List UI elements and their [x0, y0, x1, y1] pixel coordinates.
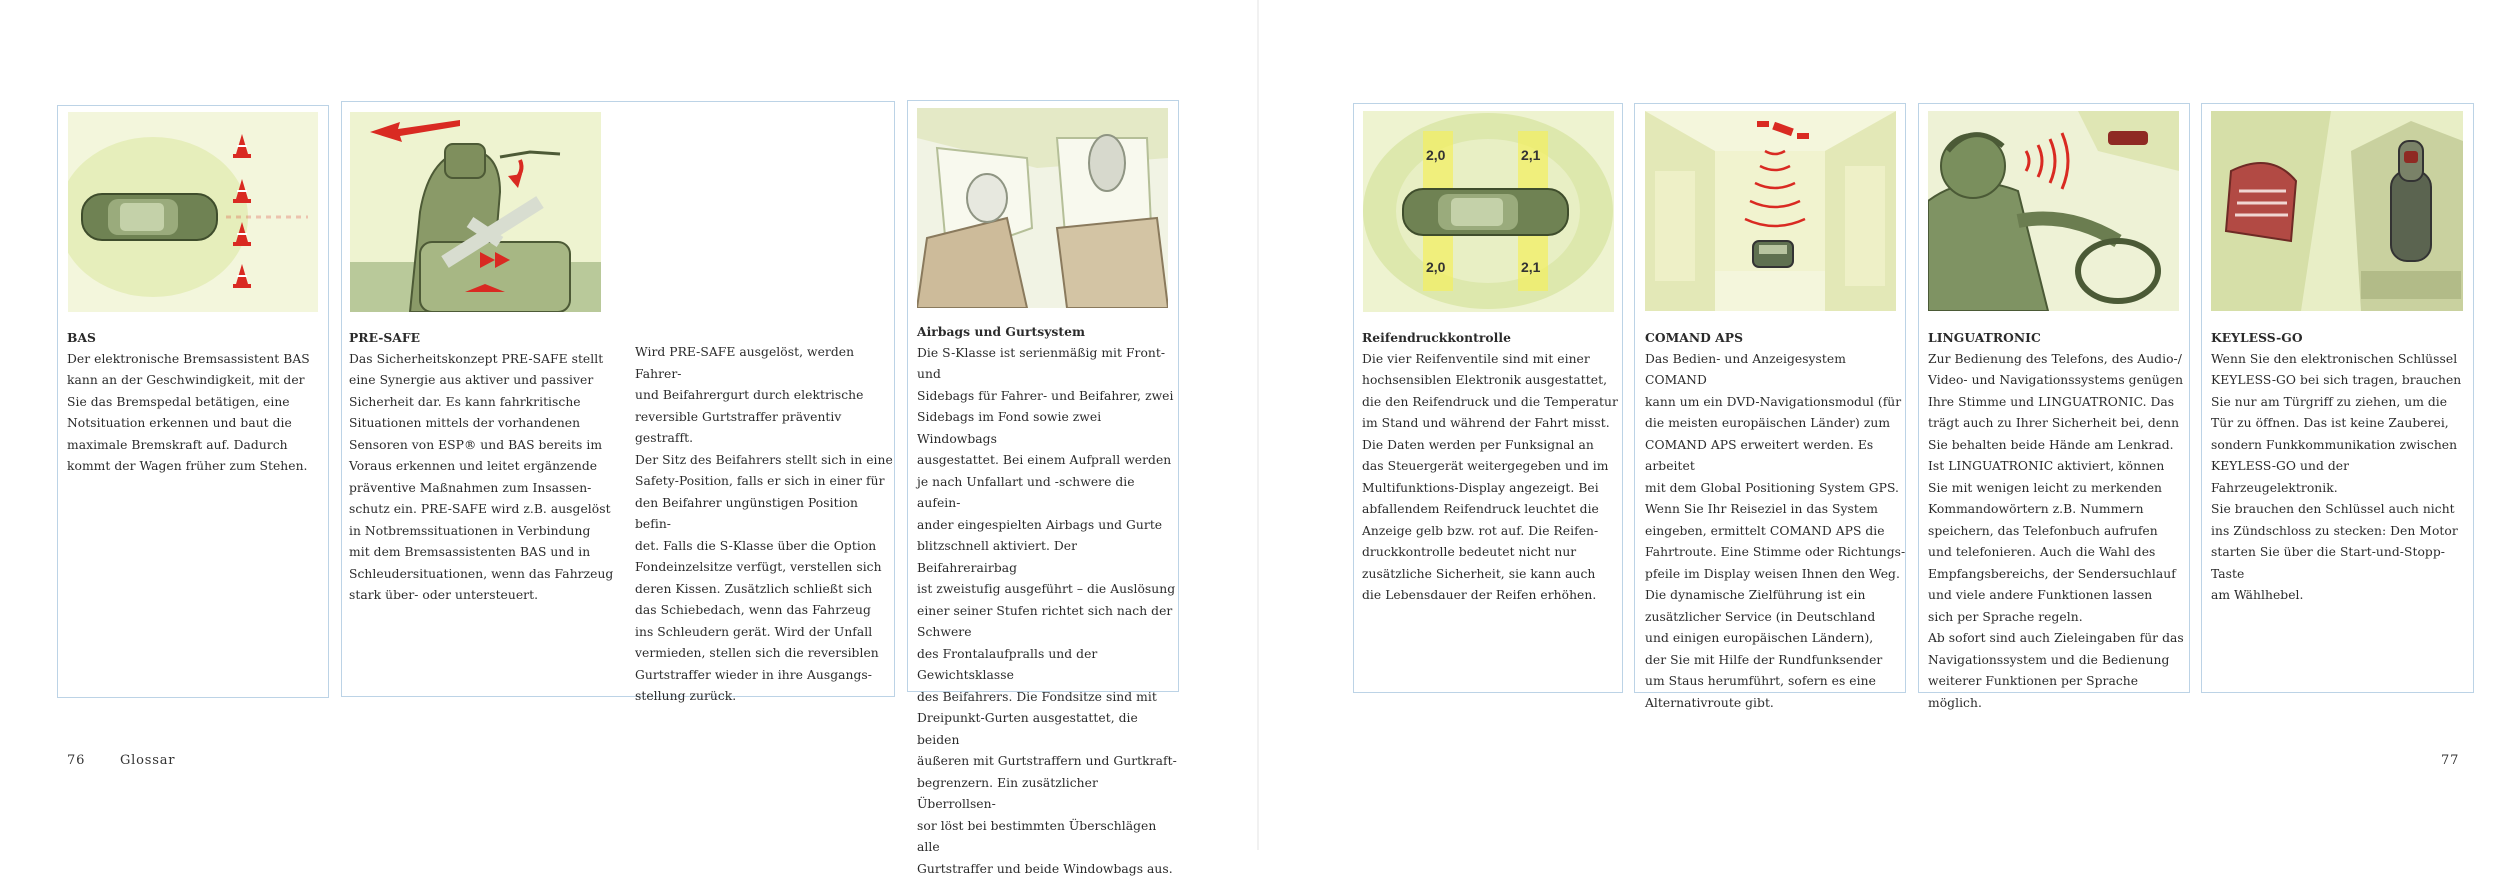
tire-pressure-fl: 2,0	[1426, 147, 1445, 163]
tire-pressure-fr: 2,1	[1521, 147, 1540, 163]
airbags-title: Airbags und Gurtsystem	[917, 321, 1179, 343]
keyless-illustration	[2211, 111, 2463, 311]
page-number-right: 77	[2441, 753, 2459, 768]
presafe-text-col1	[349, 327, 619, 607]
presafe-text-col2	[635, 342, 895, 708]
presafe-illustration	[350, 112, 601, 312]
tire-pressure-rr: 2,1	[1521, 259, 1540, 275]
bas-illustration	[68, 112, 318, 312]
reifen-illustration	[1363, 111, 1614, 312]
reifen-body: Die vier Reifenventile sind mit einer hochsensiblen Elektronik ausgestattet, die den Reifendruck und die Temperatur im Stand und während der Fahrt misst. Die Daten werden per Funksignal an das Steuergerät weitergegeben und im Multifunktions-Display angezeigt. Bei abfallendem Reifendruck leuchtet die Anzeige gelb bzw. rot auf. Die Reifen- druckkontrolle bedeutet nicht nur zusätzliche Sicherheit, sie kann auch die Lebensdauer der Reifen erhöhen.	[1362, 349, 1624, 607]
presafe-body-col1: Das Sicherheitskonzept PRE-SAFE stellt eine Synergie aus aktiver und passiver Sicherheit dar. Es kann fahrkritische Situationen mittels der vorhandenen Sensoren von ESP® und BAS bereits im Voraus erkennen und leitet ergänzende präventive Maßnahmen zum Insassen- schutz ein. PRE-SAFE wird z.B. ausgelöst in Notbremssituationen in Verbindung mit dem Bremsassistenten BAS und in Schleudersituationen, wenn das Fahrzeug stark über- oder untersteuert.	[349, 349, 619, 607]
bas-title: BAS	[67, 327, 329, 349]
keyless-title: KEYLESS-GO	[2211, 327, 2473, 349]
lingua-title: LINGUATRONIC	[1928, 327, 2190, 349]
section-label: Glossar	[120, 753, 175, 768]
presafe-body-col2: Wird PRE-SAFE ausgelöst, werden Fahrer- und Beifahrergurt durch elektrische reversible Gurtstraffer präventiv gestrafft. Der Sitz des Beifahrers stellt sich in eine Safety-Position, falls er sich in einer für den Beifahrer ungünstigen Position befin- det. Falls die S-Klasse über die Option Fondeinzelsitze verfügt, verstellen sich deren Kissen. Zusätzlich schließt sich das Schiebedach, wenn das Fahrzeug ins Schleudern gerät. Wird der Unfall vermieden, stellen sich die reversiblen Gurtstraffer wieder in ihre Ausgangs- stellung zurück.	[635, 342, 895, 708]
page-fold	[1257, 0, 1259, 850]
comand-body: Das Bedien- und Anzeigesystem COMAND kann um ein DVD-Navigationsmodul (für die meisten europäischen Länder) zum COMAND APS erweitert werden. Es arbeitet mit dem Global Positioning System GPS. Wenn Sie Ihr Reiseziel in das System eingeben, ermittelt COMAND APS die Fahrtroute. Eine Stimme oder Richtungs- pfeile im Display weisen Ihnen den Weg. Die dynamische Zielführung ist ein zusätzlicher Service (in Deutschland und einigen europäischen Ländern), der Sie mit Hilfe der Rundfunksender um Staus herumführt, sofern es eine Alternativroute gibt.	[1645, 349, 1907, 715]
reifen-title: Reifendruckkontrolle	[1362, 327, 1624, 349]
airbags-illustration	[917, 108, 1168, 308]
car-topview-icon	[82, 194, 217, 240]
airbags-body: Die S-Klasse ist serienmäßig mit Front- und Sidebags für Fahrer- und Beifahrer, zwei Sidebags im Fond sowie zwei Windowbags ausgestattet. Bei einem Aufprall werden je nach Unfallart und -schwere die aufein- ander eingespielten Airbags und Gurte blitzschnell aktiviert. Der Beifahrerairbag ist zweistufig ausgeführt – die Auslösung einer seiner Stufen richtet sich nach der Schwere des Frontalaufpralls und der Gewichtsklasse des Beifahrers. Die Fondsitze sind mit Dreipunkt-Gurten ausgestattet, die beiden äußeren mit Gurtstraffern und Gurtkraft- begrenzern. Ein zusätzlicher Überrollsen- sor löst bei bestimmten Überschlägen alle Gurtstraffer und beide Windowbags aus.	[917, 343, 1179, 880]
comand-illustration	[1645, 111, 1896, 311]
car-topview-icon	[1403, 189, 1568, 235]
comand-text	[1645, 327, 1907, 714]
presafe-title: PRE-SAFE	[349, 327, 619, 349]
comand-title: COMAND APS	[1645, 327, 1907, 349]
airbags-text	[917, 321, 1179, 880]
bas-text	[67, 327, 329, 478]
car-front-icon	[1753, 241, 1793, 267]
keyless-text	[2211, 327, 2473, 607]
page-number-left: 76	[67, 753, 85, 768]
bas-body: Der elektronische Bremsassistent BAS kann an der Geschwindigkeit, mit der Sie das Bremspedal betätigen, eine Notsituation erkennen und baut die maximale Bremskraft auf. Dadurch kommt der Wagen früher zum Stehen.	[67, 349, 329, 478]
reifen-text	[1362, 327, 1624, 607]
satellite-icon	[1757, 121, 1809, 139]
keyless-body: Wenn Sie den elektronischen Schlüssel KEYLESS-GO bei sich tragen, brauchen Sie nur am Türgriff zu ziehen, um die Tür zu öffnen. Das ist keine Zauberei, sondern Funkkommunikation zwischen KEYLESS-GO und der Fahrzeugelektronik. Sie brauchen den Schlüssel auch nicht ins Zündschloss zu stecken: Den Motor starten Sie über die Start-und-Stopp-Taste am Wählhebel.	[2211, 349, 2473, 607]
lingua-text	[1928, 327, 2190, 714]
lingua-body: Zur Bedienung des Telefons, des Audio-/ Video- und Navigationssystems genügen Ihre Stimme und LINGUATRONIC. Das trägt auch zu Ihrer Sicherheit bei, denn Sie behalten beide Hände am Lenkrad. Ist LINGUATRONIC aktiviert, können Sie mit wenigen leicht zu merkenden Kommandowörtern z.B. Nummern speichern, das Telefonbuch aufrufen und telefonieren. Auch die Wahl des Empfangsbereichs, der Sendersuchlauf und viele andere Funktionen lassen sich per Sprache regeln. Ab sofort sind auch Zieleingaben für das Navigationssystem und die Bedienung weiterer Funktionen per Sprache möglich.	[1928, 349, 2190, 715]
tire-pressure-rl: 2,0	[1426, 259, 1445, 275]
lingua-illustration	[1928, 111, 2179, 311]
